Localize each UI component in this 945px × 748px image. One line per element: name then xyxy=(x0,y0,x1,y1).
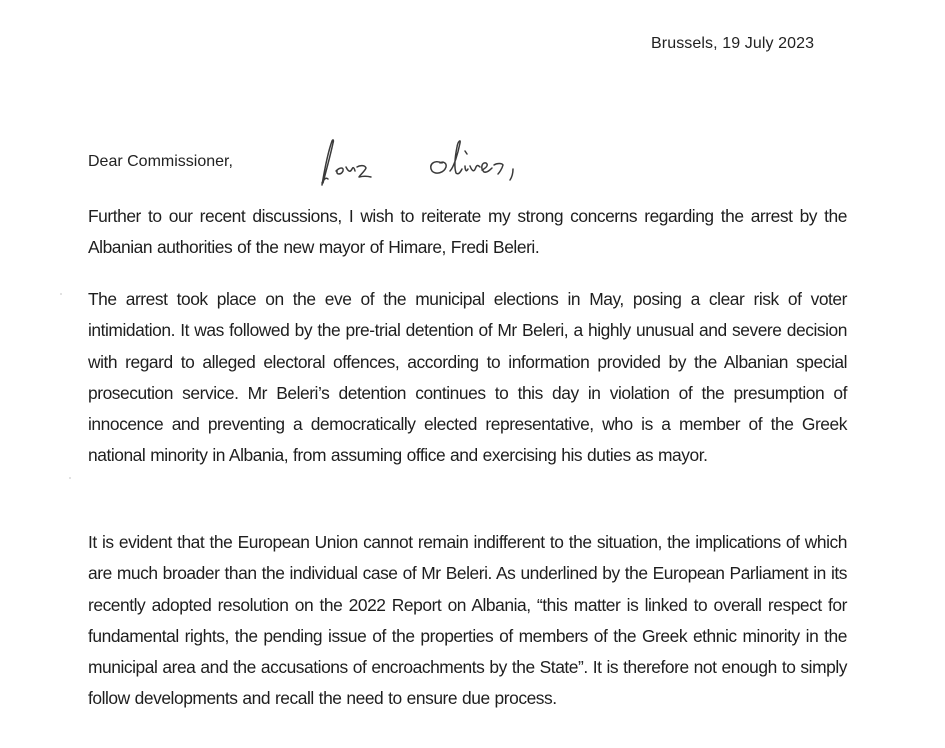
handwritten-annotation xyxy=(310,133,570,193)
scan-speck xyxy=(69,477,71,479)
paragraph-3: It is evident that the European Union cannot remain indifferent to the situation, the implications of which are much broader than the individual case of Mr Beleri. As underlined by the European Parliament in its recently adopted resolution on the 2022 Report on Albania, “this matter is linked to overall respect for fundamental rights, the pending issue of the properties of members of the Greek ethnic minority in the municipal area and the accusations of encroachments by the State”. It is therefore not enough to simply follow developments and recall the need to ensure due process. xyxy=(88,532,847,709)
scan-speck xyxy=(60,293,62,295)
date-line: Brussels, 19 July 2023 xyxy=(651,35,815,52)
paragraph-2: The arrest took place on the eve of the municipal elections in May, posing a clear risk of voter intimidation. It was followed by the pre-trial detention of Mr Beleri, a highly unusual and severe decision with regard to alleged electoral offences, according to information provided by the Albanian special prosecution service. Mr Beleri’s detention continues to this day in violation of the presumption of innocence and preventing a democratically elected representative, who is a member of the Greek national minority in Albania, from assuming office and exercising his duties as mayor. xyxy=(88,289,847,466)
paragraph-1: Further to our recent discussions, I wish to reiterate my strong concerns regarding the arrest by the Albanian authorities of the new mayor of Himare, Fredi Beleri. xyxy=(88,206,847,258)
salutation: Dear Commissioner, xyxy=(88,153,233,170)
handwriting-icon xyxy=(310,133,570,193)
salutation-row xyxy=(88,133,608,193)
